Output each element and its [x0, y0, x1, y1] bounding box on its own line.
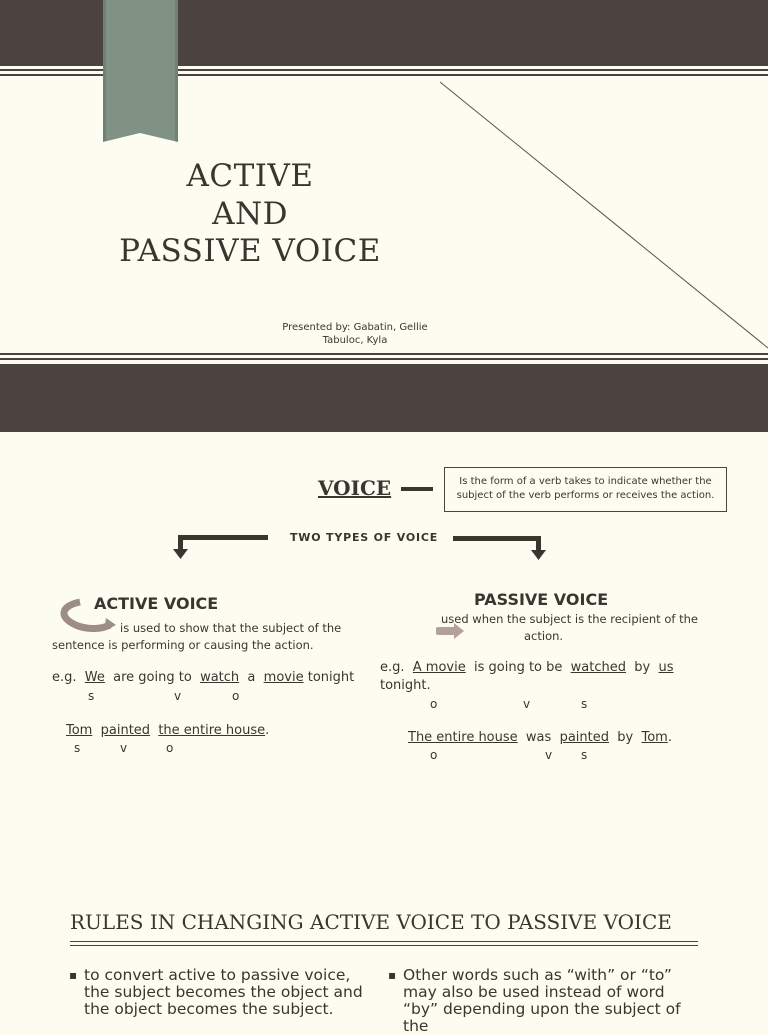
- example-text: by: [634, 660, 651, 675]
- example-prefix: e.g.: [380, 660, 405, 675]
- passive-example-1-line-2: tonight.: [380, 678, 431, 693]
- verb-word: painted: [559, 730, 609, 745]
- passive-desc-line-1: used when the subject is the recipient of the: [441, 612, 698, 626]
- rule-1-line-1: ▪ to convert active to passive voice,: [84, 966, 351, 984]
- example-text: a: [247, 670, 256, 685]
- example-prefix: e.g.: [52, 670, 77, 685]
- title-line-3: PASSIVE VOICE: [119, 233, 381, 269]
- bottom-rule-inner: [0, 353, 768, 355]
- verb-marker: v: [523, 697, 531, 711]
- passive-desc-line-2: action.: [524, 629, 564, 643]
- example-text: .: [667, 730, 672, 745]
- example-text: is going to be: [474, 660, 563, 675]
- verb-marker: v: [120, 741, 128, 755]
- object-marker: o: [430, 748, 438, 762]
- rules-slide: [0, 887, 768, 1035]
- object-marker: o: [430, 697, 438, 711]
- example-text: tonight: [307, 670, 355, 685]
- rule-item-1: [69, 967, 369, 1018]
- left-branch-arrow-icon: [173, 549, 188, 559]
- rules-heading: RULES IN CHANGING ACTIVE VOICE TO PASSIVE VOICE: [70, 910, 672, 934]
- bottom-band: [0, 364, 768, 432]
- two-types-label: TWO TYPES OF VOICE: [290, 531, 439, 544]
- rule-2-line-2: may also be used instead of word: [403, 983, 665, 1001]
- object-word: the entire house: [158, 723, 266, 738]
- title-line-1: ACTIVE: [186, 158, 314, 194]
- rule-2-line-1: ▪ Other words such as “with” or “to”: [403, 966, 672, 984]
- example-text: are going to: [113, 670, 192, 685]
- right-branch-arrow-icon: [531, 550, 546, 560]
- example-text: by: [617, 730, 634, 745]
- presenter-line-1: Presented by: Gabatin, Gellie: [282, 322, 428, 333]
- rules-rule-bottom: [70, 945, 698, 946]
- subject-marker: s: [88, 689, 95, 703]
- active-example-1: [52, 670, 354, 685]
- voice-heading: VOICE: [318, 476, 392, 500]
- object-word: The entire house: [408, 730, 518, 745]
- subject-marker: s: [74, 741, 81, 755]
- passive-example-1: [380, 660, 674, 675]
- voice-definition-box: Is the form of a verb takes to indicate whether the subject of the verb performs or receives the action.: [444, 467, 727, 512]
- rule-1-line-3: the object becomes the subject.: [84, 1000, 334, 1018]
- active-voice-heading: ACTIVE VOICE: [94, 594, 219, 613]
- rule-2-line-3: “by” depending upon the subject of: [403, 1000, 681, 1018]
- bookmark-ribbon-icon: [0, 0, 200, 150]
- subject-word: We: [84, 670, 105, 685]
- object-marker: o: [232, 689, 240, 703]
- passive-voice-heading: PASSIVE VOICE: [474, 590, 609, 609]
- object-marker: o: [166, 741, 174, 755]
- title-slide: [0, 0, 768, 432]
- object-word: A movie: [412, 660, 466, 675]
- active-desc-line-2: sentence is performing or causing the action.: [52, 638, 314, 652]
- bottom-rule: [0, 358, 768, 360]
- rule-1-line-2: the subject becomes the object and: [84, 983, 363, 1001]
- verb-marker: v: [174, 689, 182, 703]
- subject-word: Tom: [66, 723, 93, 738]
- verb-marker: v: [545, 748, 553, 762]
- subject-marker: s: [581, 697, 588, 711]
- verb-word: watched: [570, 660, 627, 675]
- verb-word: painted: [100, 723, 151, 738]
- voice-connector-icon: [401, 487, 433, 491]
- rule-item-2: [388, 967, 688, 1035]
- example-text: was: [525, 730, 552, 745]
- subject-word: Tom: [641, 730, 668, 745]
- passive-example-2: [408, 730, 672, 745]
- active-example-2: [66, 723, 269, 738]
- rules-rule-top: [70, 941, 698, 942]
- rule-2-line-4: the: [403, 1017, 429, 1035]
- title-line-2: AND: [212, 196, 288, 232]
- example-text: .: [265, 723, 270, 738]
- object-word: movie: [263, 670, 304, 685]
- subject-marker: s: [581, 748, 588, 762]
- presenter-line-2: Tabuloc, Kyla: [322, 335, 388, 346]
- voice-slide: [0, 432, 768, 887]
- verb-word: watch: [200, 670, 240, 685]
- subject-word: us: [658, 660, 674, 675]
- active-desc-line-1: is used to show that the subject of the: [120, 621, 342, 635]
